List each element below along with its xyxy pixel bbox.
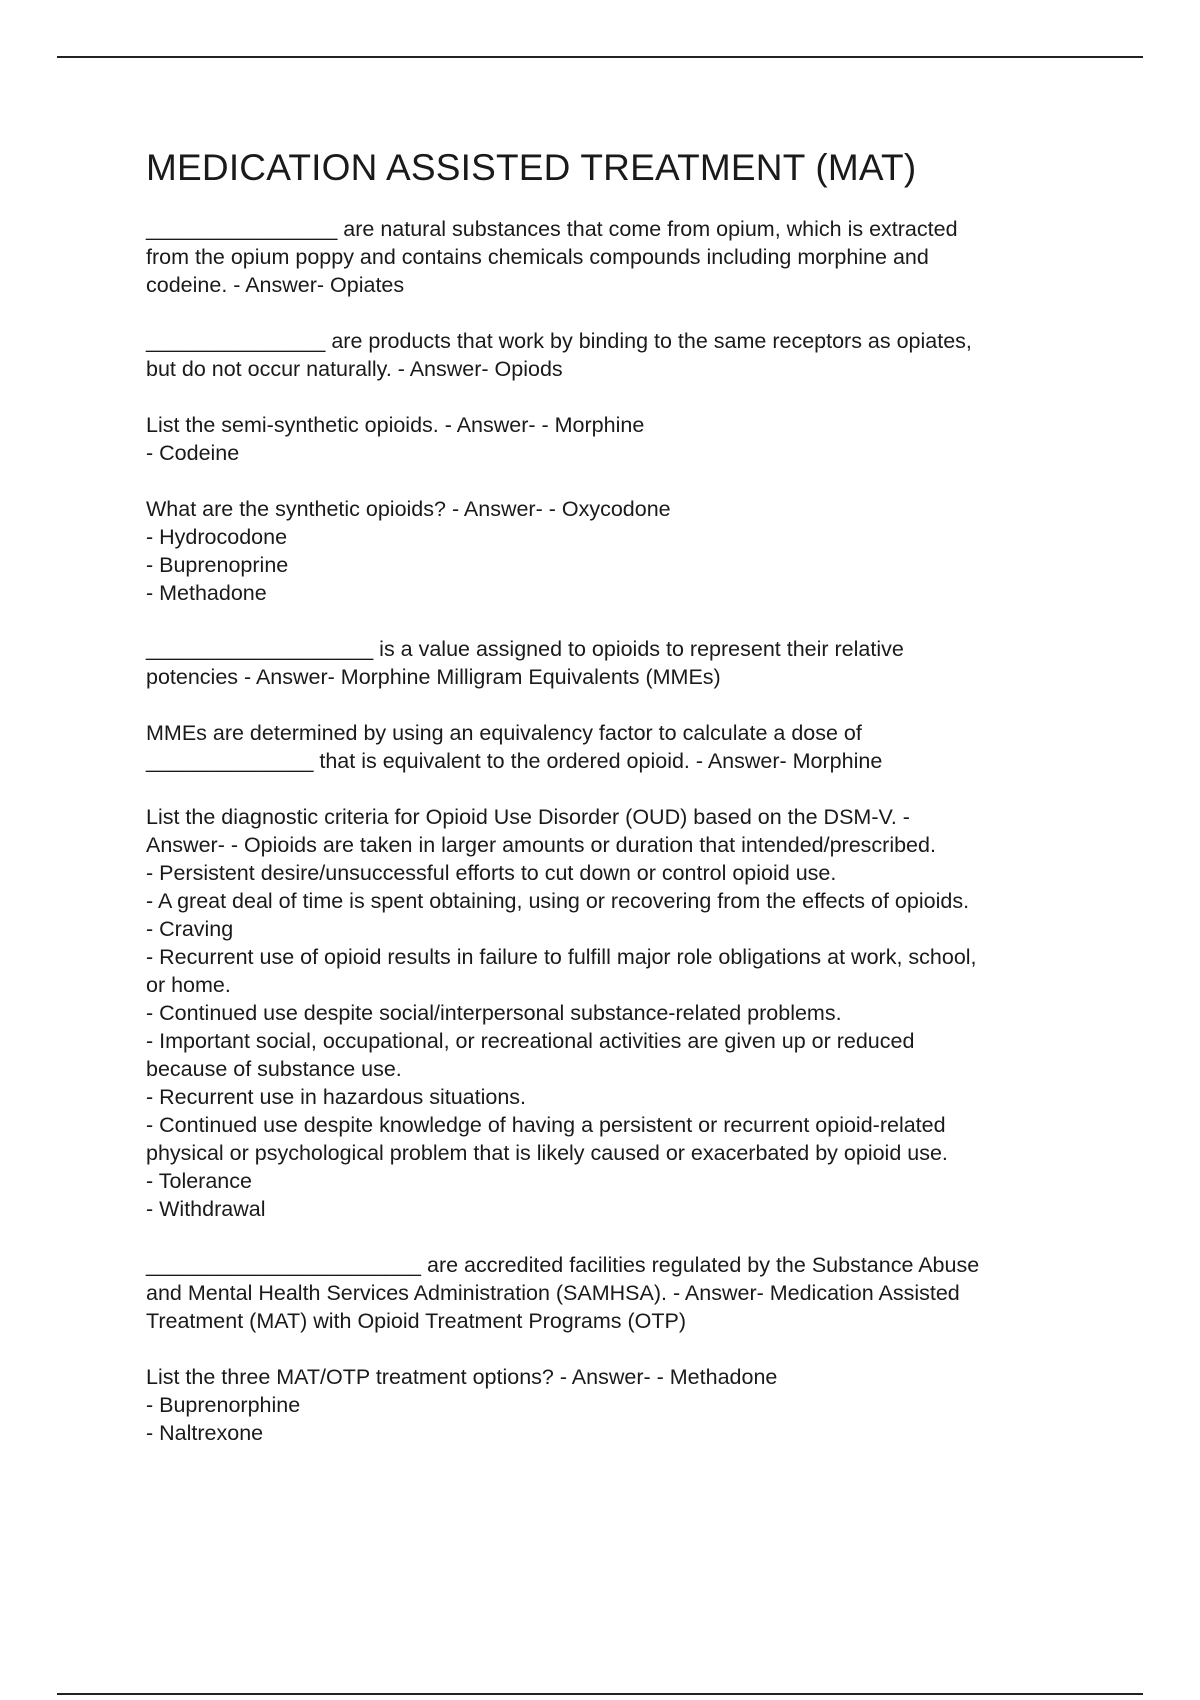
qa-line: - Buprenorphine: [146, 1393, 301, 1417]
qa-line: What are the synthetic opioids? - Answer- - Oxycodone: [146, 497, 671, 521]
qa-line: and Mental Health Services Administration (SAMHSA). - Answer- Medication Assisted: [146, 1281, 960, 1305]
qa-line: - Tolerance: [146, 1169, 252, 1193]
top-rule: [57, 56, 1143, 58]
qa-line: - Withdrawal: [146, 1197, 266, 1221]
qa-line: List the three MAT/OTP treatment options? - Answer- - Methadone: [146, 1365, 778, 1389]
qa-line: potencies - Answer- Morphine Milligram Equivalents (MMEs): [146, 665, 721, 689]
qa-line: - Hydrocodone: [146, 525, 288, 549]
qa-line: List the semi-synthetic opioids. - Answer- - Morphine: [146, 413, 645, 437]
qa-line: Answer- - Opioids are taken in larger amounts or duration that intended/prescribed.: [146, 833, 936, 857]
qa-line: - Recurrent use of opioid results in failure to fulfill major role obligations at work, school,: [146, 945, 977, 969]
qa-list: [146, 215, 1096, 1447]
document-title: MEDICATION ASSISTED TREATMENT (MAT): [146, 147, 917, 188]
document-body: [146, 146, 1096, 1475]
qa-line: Treatment (MAT) with Opioid Treatment Programs (OTP): [146, 1309, 687, 1333]
qa-line: ___________________ is a value assigned to opioids to represent their relative: [146, 637, 904, 661]
qa-item: [146, 803, 1096, 1223]
qa-line: but do not occur naturally. - Answer- Opiods: [146, 357, 563, 381]
qa-item: [146, 719, 1096, 775]
qa-item: [146, 411, 1096, 467]
qa-line: codeine. - Answer- Opiates: [146, 273, 405, 297]
qa-item: [146, 327, 1096, 383]
qa-line: - Continued use despite knowledge of having a persistent or recurrent opioid-related: [146, 1113, 946, 1137]
qa-line: _______________ are products that work by binding to the same receptors as opiates,: [146, 329, 972, 353]
qa-line: physical or psychological problem that is likely caused or exacerbated by opioid use.: [146, 1141, 948, 1165]
qa-line: ________________ are natural substances that come from opium, which is extracted: [146, 217, 958, 241]
qa-line: - A great deal of time is spent obtaining, using or recovering from the effects of opioids.: [146, 889, 970, 913]
qa-line: - Codeine: [146, 441, 240, 465]
qa-line: MMEs are determined by using an equivalency factor to calculate a dose of: [146, 721, 862, 745]
qa-item: [146, 1251, 1096, 1335]
qa-line: - Craving: [146, 917, 234, 941]
qa-line: - Recurrent use in hazardous situations.: [146, 1085, 527, 1109]
qa-line: - Naltrexone: [146, 1421, 264, 1445]
qa-item: [146, 215, 1096, 299]
bottom-rule: [57, 1693, 1143, 1695]
qa-line: - Continued use despite social/interpersonal substance-related problems.: [146, 1001, 842, 1025]
qa-line: ______________ that is equivalent to the ordered opioid. - Answer- Morphine: [146, 749, 883, 773]
qa-line: or home.: [146, 973, 231, 997]
qa-item: [146, 635, 1096, 691]
qa-line: from the opium poppy and contains chemicals compounds including morphine and: [146, 245, 929, 269]
qa-line: - Important social, occupational, or recreational activities are given up or reduced: [146, 1029, 915, 1053]
qa-line: _______________________ are accredited facilities regulated by the Substance Abuse: [146, 1253, 980, 1277]
qa-line: - Methadone: [146, 581, 267, 605]
qa-line: List the diagnostic criteria for Opioid Use Disorder (OUD) based on the DSM-V. -: [146, 805, 910, 829]
qa-item: [146, 495, 1096, 607]
qa-item: [146, 1363, 1096, 1447]
qa-line: - Persistent desire/unsuccessful efforts to cut down or control opioid use.: [146, 861, 837, 885]
qa-line: because of substance use.: [146, 1057, 402, 1081]
qa-line: - Buprenoprine: [146, 553, 289, 577]
